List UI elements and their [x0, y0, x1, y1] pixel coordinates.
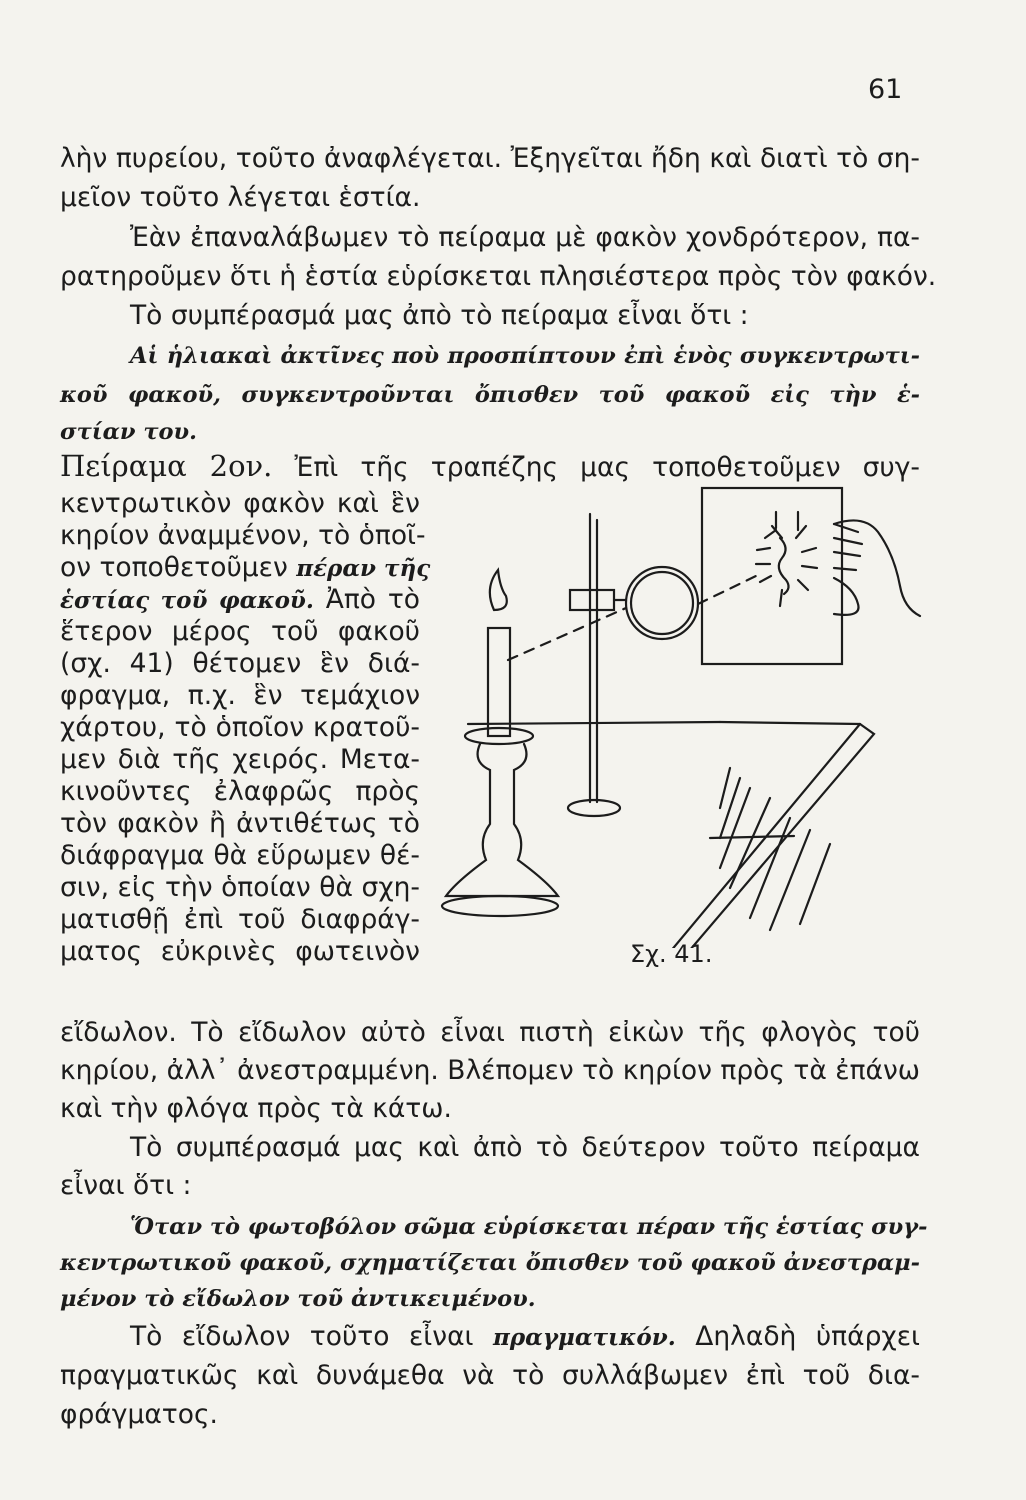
figure-lens-candle-illustration: [430, 478, 930, 948]
text-line: Ἐὰν ἐπαναλάβωμεν τὸ πείραμα μὲ φακὸν χονδρότερον, πα-: [130, 222, 920, 253]
candle: [442, 570, 558, 916]
text-line: φράγματος.: [60, 1399, 218, 1430]
text-line: κεντρωτικὸν φακὸν καὶ ἓν: [60, 488, 420, 519]
text-line: κινοῦντες ἐλαφρῶς πρὸς: [60, 776, 420, 807]
text-line: ρατηροῦμεν ὅτι ἡ ἑστία εὑρίσκεται πλησιέστερα πρὸς τὸν φακόν.: [60, 261, 937, 292]
figure-caption: Σχ. 41.: [630, 940, 713, 968]
text-segment: ον τοποθετοῦμεν: [60, 552, 297, 583]
text-line: (σχ. 41) θέτομεν ἓν διά-: [60, 648, 420, 679]
text-segment: Τὸ εἴδωλον τοῦτο εἶναι: [130, 1321, 494, 1352]
page-number: 61: [868, 74, 903, 105]
text-line: διάφραγμα θὰ εὕρωμεν θέ-: [60, 840, 420, 871]
screen-paper: [702, 488, 842, 664]
conclusion-line: Αἱ ἡλιακαὶ ἀκτῖνες ποὺ προσπίπτουν ἐπὶ ἑνὸς συγκεντρωτι-: [130, 343, 920, 369]
text-line: ἕτερον μέρος τοῦ φακοῦ: [60, 616, 420, 647]
text-line: [60, 551, 431, 586]
experiment-first-line: Ἐπὶ τῆς τραπέζης μας τοποθετοῦμεν συγ-: [294, 452, 920, 483]
experiment-heading: Πείραμα 2ον.: [60, 449, 273, 483]
conclusion-line: Ὅταν τὸ φωτοβόλον σῶμα εὑρίσκεται πέραν τῆς ἑστίας συγ-: [130, 1214, 928, 1240]
text-line: λὴν πυρείου, τοῦτο ἀναφλέγεται. Ἐξηγεῖται ἤδη καὶ διατὶ τὸ ση-: [60, 143, 920, 174]
text-line: ματος εὐκρινὲς φωτεινὸν: [60, 936, 420, 967]
text-line: σιν, εἰς τὴν ὁποίαν θὰ σχη-: [60, 872, 420, 903]
conclusion-line: στίαν του.: [60, 419, 197, 445]
text-line: εἶναι ὅτι :: [60, 1170, 192, 1201]
text-segment: Δηλαδὴ ὑπάρχει: [675, 1321, 921, 1352]
italic-phrase: ἑστίας τοῦ φακοῦ.: [60, 587, 314, 614]
text-line: χάρτου, τὸ ὁποῖον κρατοῦ-: [60, 712, 420, 743]
text-line: κηρίου, ἀλλ᾽ ἀνεστραμμένη. Βλέπομεν τὸ κηρίον πρὸς τὰ ἐπάνω: [60, 1055, 920, 1086]
text-line: καὶ τὴν φλόγα πρὸς τὰ κάτω.: [60, 1093, 452, 1124]
text-line: φραγμα, π.χ. ἓν τεμάχιον: [60, 680, 420, 711]
text-line: εἴδωλον. Τὸ εἴδωλον αὐτὸ εἶναι πιστὴ εἰκὼν τῆς φλογὸς τοῦ: [60, 1017, 920, 1048]
italic-phrase: πραγματικόν.: [493, 1324, 676, 1351]
text-segment: Ἀπὸ τὸ: [313, 584, 420, 615]
text-line: μεν διὰ τῆς χειρός. Μετα-: [60, 744, 420, 775]
text-line: Τὸ συμπέρασμά μας ἀπὸ τὸ πείραμα εἶναι ὅτι :: [130, 300, 749, 331]
text-line: [60, 1320, 920, 1355]
text-line: πραγματικῶς καὶ δυνάμεθα νὰ τὸ συλλάβωμεν ἐπὶ τοῦ δια-: [60, 1360, 920, 1391]
text-line: [60, 583, 420, 618]
conclusion-line: κοῦ φακοῦ, συγκεντροῦνται ὄπισθεν τοῦ φακοῦ εἰς τὴν ἑ-: [60, 382, 920, 408]
text-line: τὸν φακὸν ἢ ἀντιθέτως τὸ: [60, 808, 420, 839]
text-line: μεῖον τοῦτο λέγεται ἑστία.: [60, 182, 421, 213]
conclusion-line: μένον τὸ εἴδωλον τοῦ ἀντικειμένου.: [60, 1286, 536, 1312]
text-line: κηρίον ἀναμμένον, τὸ ὁποῖ-: [60, 520, 426, 551]
text-line: ματισθῇ ἐπὶ τοῦ διαφράγ-: [60, 904, 420, 935]
conclusion-line: κεντρωτικοῦ φακοῦ, σχηματίζεται ὄπισθεν τοῦ φακοῦ ἀνεστραμ-: [60, 1250, 920, 1276]
text-line: Τὸ συμπέρασμά μας καὶ ἀπὸ τὸ δεύτερον τοῦτο πείραμα: [130, 1132, 920, 1163]
italic-phrase: πέραν τῆς: [296, 555, 431, 582]
hand: [834, 520, 920, 616]
